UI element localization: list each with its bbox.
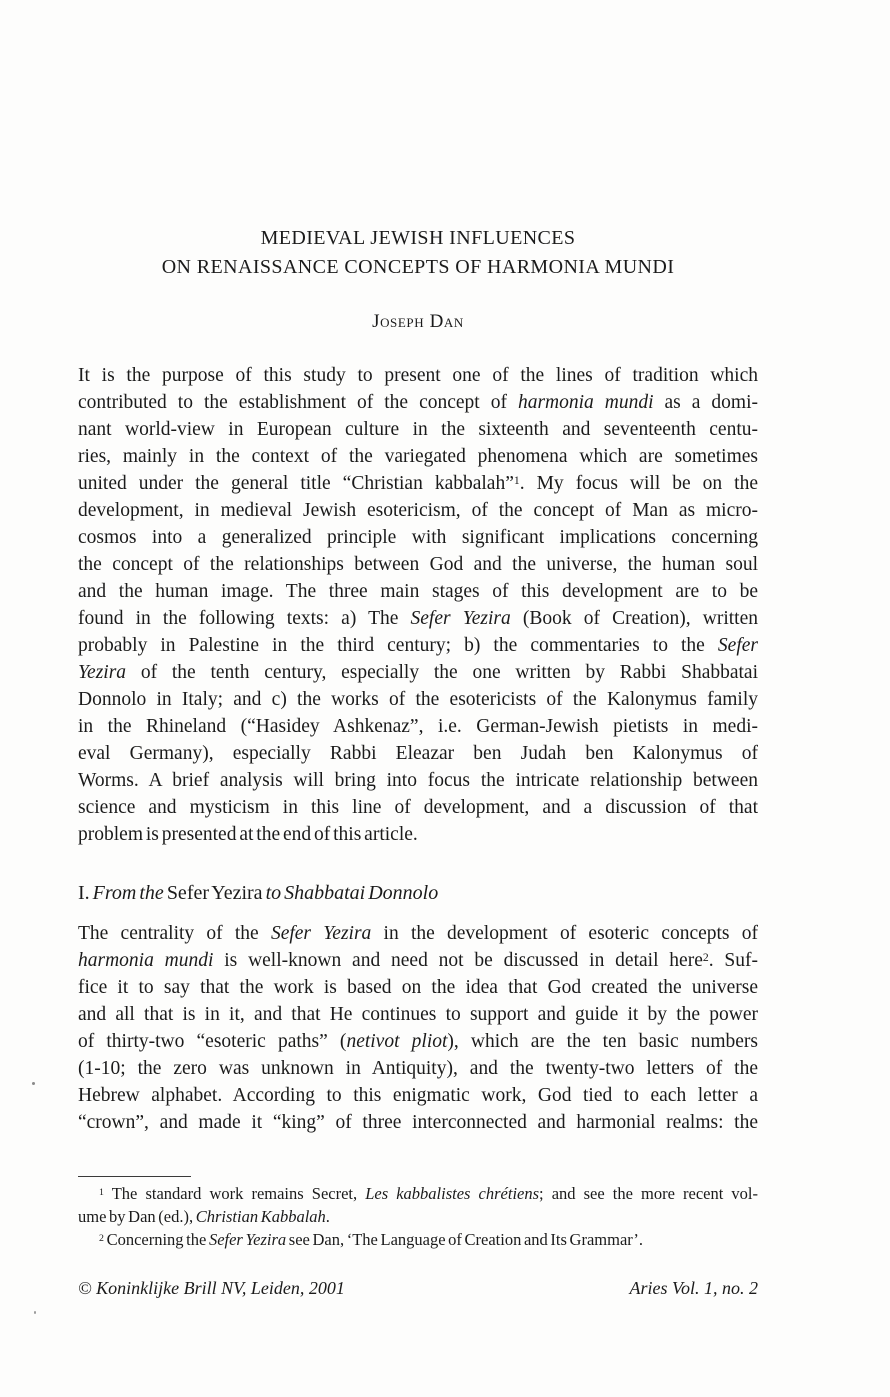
body-paragraph-1 bbox=[78, 362, 758, 848]
text-line: united under the general title “Christian kabbalah”$^1$. My focus will be on the bbox=[78, 473, 758, 494]
text-line: of thirty-two “esoteric paths” (netivot pliot), which are the ten basic numbers bbox=[78, 1031, 758, 1052]
page-footer bbox=[78, 1276, 758, 1300]
text-line: fice it to say that the work is based on the idea that God created the universe bbox=[78, 977, 758, 998]
text-line: (1-10; the zero was unknown in Antiquity), and the twenty-two letters of the bbox=[78, 1058, 758, 1079]
text-line: “crown”, and made it “king” of three interconnected and harmonial realms: the bbox=[78, 1112, 758, 1133]
article-title bbox=[78, 224, 758, 282]
text-line: The centrality of the Sefer Yezira in the development of esoteric concepts of bbox=[78, 923, 758, 944]
text-line: Yezira of the tenth century, especially the one written by Rabbi Shabbatai bbox=[78, 662, 758, 683]
footnote-separator-rule bbox=[78, 1176, 191, 1177]
text-line: contributed to the establishment of the concept of harmonia mundi as a domi- bbox=[78, 392, 758, 413]
text-line: Hebrew alphabet. According to this enigmatic work, God tied to each letter a bbox=[78, 1085, 758, 1106]
journal-volume-label: Aries Vol. 1, no. 2 bbox=[629, 1278, 758, 1298]
text-line: and all that is in it, and that He continues to support and guide it by the power bbox=[78, 1004, 758, 1025]
body-paragraph-2 bbox=[78, 920, 758, 1136]
footnote-1 bbox=[78, 1182, 758, 1228]
text-line: It is the purpose of this study to present one of the lines of tradition which bbox=[78, 365, 758, 386]
text-line: science and mysticism in this line of development, and a discussion of that bbox=[78, 797, 758, 818]
text-line: ries, mainly in the context of the variegated phenomena which are sometimes bbox=[78, 446, 758, 467]
text-line: and the human image. The three main stages of this development are to be bbox=[78, 581, 758, 602]
text-line: $^1$ The standard work remains Secret, Les kabbalistes chrétiens; and see the more recent vol- bbox=[99, 1184, 758, 1203]
text-line: I. From the Sefer Yezira to Shabbatai Donnolo bbox=[78, 882, 439, 904]
section-heading bbox=[78, 880, 758, 907]
text-line: probably in Palestine in the third century; b) the commentaries to the Sefer bbox=[78, 635, 758, 656]
text-line: eval Germany), especially Rabbi Eleazar ben Judah ben Kalonymus of bbox=[78, 743, 758, 764]
text-line: development, in medieval Jewish esotericism, of the concept of Man as micro- bbox=[78, 500, 758, 521]
text-line: in the Rhineland (“Hasidey Ashkenaz”, i.e. German-Jewish pietists in medi- bbox=[78, 716, 758, 737]
text-line: problem is presented at the end of this article. bbox=[78, 824, 418, 845]
text-line: nant world-view in European culture in the sixteenth and seventeenth centu- bbox=[78, 419, 758, 440]
text-line: found in the following texts: a) The Sefer Yezira (Book of Creation), written bbox=[78, 608, 758, 629]
footnote-2 bbox=[78, 1228, 758, 1251]
text-line: ume by Dan (ed.), Christian Kabbalah. bbox=[78, 1207, 330, 1226]
text-line: the concept of the relationships between God and the universe, the human soul bbox=[78, 554, 758, 575]
text-line: cosmos into a generalized principle with significant implications concerning bbox=[78, 527, 758, 548]
text-line: Donnolo in Italy; and c) the works of the esotericists of the Kalonymus family bbox=[78, 689, 758, 710]
text-line: Worms. A brief analysis will bring into focus the intricate relationship between bbox=[78, 770, 758, 791]
scan-artifact-dot bbox=[34, 1311, 36, 1314]
footnotes bbox=[78, 1182, 758, 1251]
author-name: Joseph Dan bbox=[372, 311, 464, 332]
article-title-line-1: MEDIEVAL JEWISH INFLUENCES bbox=[260, 227, 576, 249]
copyright-notice: © Koninklijke Brill NV, Leiden, 2001 bbox=[78, 1278, 345, 1298]
text-line: harmonia mundi is well-known and need not be discussed in detail here$^2$. Suf- bbox=[78, 950, 758, 971]
scan-artifact-dot bbox=[32, 1082, 35, 1085]
article-title-line-2: ON RENAISSANCE CONCEPTS OF HARMONIA MUNDI bbox=[161, 256, 675, 278]
text-line: $^2$ Concerning the Sefer Yezira see Dan, ‘The Language of Creation and Its Grammar’. bbox=[99, 1230, 643, 1249]
